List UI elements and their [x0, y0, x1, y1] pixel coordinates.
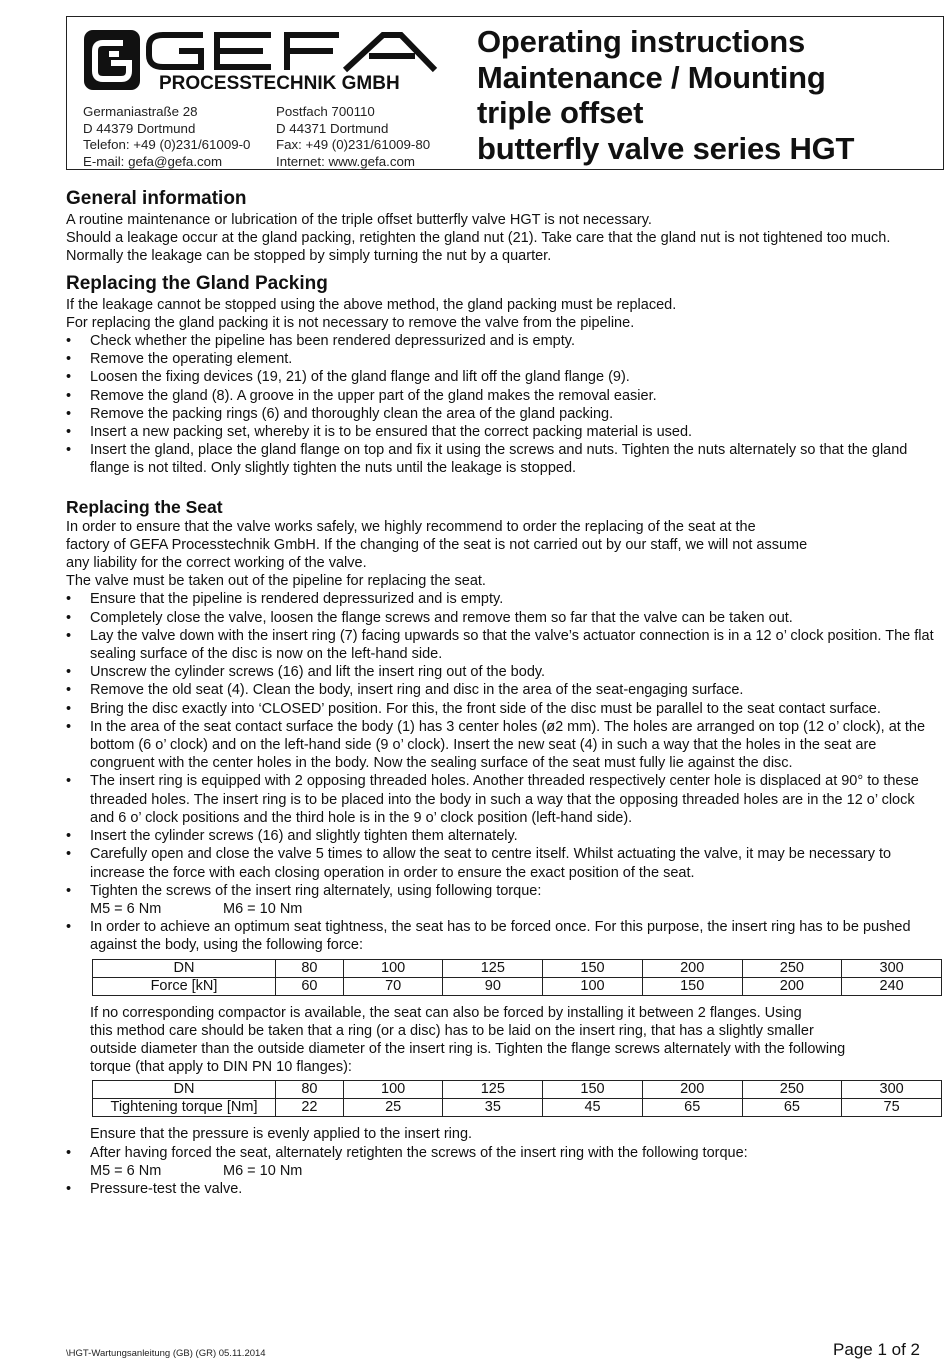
- table-row: [93, 1081, 942, 1099]
- section-heading: General information: [66, 188, 247, 209]
- torque-m5: M5 = 6 Nm: [90, 1162, 162, 1179]
- table-cell: 150: [642, 977, 742, 995]
- list-item: • Remove the gland (8). A groove in the upper part of the gland makes the removal easier.: [66, 387, 936, 405]
- list-item: • Bring the disc exactly into ‘CLOSED’ position. For this, the front side of the disc must be parallel to the seat contact surface.: [66, 700, 936, 718]
- section-heading: Replacing the Gland Packing: [66, 272, 328, 294]
- address-right: [276, 104, 430, 170]
- torque-m5: M5 = 6 Nm: [90, 900, 162, 917]
- title-line: butterfly valve series HGT: [477, 130, 855, 166]
- paragraph: A routine maintenance or lubrication of the triple offset butterfly valve HGT is not necessary.: [66, 212, 652, 228]
- torque-values: [90, 900, 936, 918]
- paragraph: any liability for the correct working of the valve.: [66, 555, 367, 572]
- table-cell: 125: [443, 959, 543, 977]
- paragraph: If no corresponding compactor is available, the seat can also be forced by installing it between 2 flanges. Using: [90, 1004, 802, 1021]
- table-cell: 200: [642, 959, 742, 977]
- list-item: • Check whether the pipeline has been rendered depressurized and is empty.: [66, 332, 936, 350]
- torque-values: [90, 1162, 936, 1180]
- list-item: [66, 882, 936, 918]
- address-line: Postfach 700110: [276, 104, 375, 119]
- address-line: D 44379 Dortmund: [83, 120, 196, 136]
- page-number: Page 1 of 2: [833, 1340, 920, 1359]
- address-line: Germaniastraße 28: [83, 104, 198, 119]
- table-cell: 250: [742, 959, 842, 977]
- list-item: • Carefully open and close the valve 5 times to allow the seat to centre itself. Whilst actuating the valve, it may be necessary to increase the force with each closing operation in order to ensure the exact position of the seat.: [66, 845, 936, 881]
- table-cell: 65: [742, 1099, 842, 1117]
- paragraph: factory of GEFA Processtechnik GmbH. If the changing of the seat is not carried out by our staff, we will not assume: [66, 536, 808, 553]
- table-cell: 60: [276, 977, 344, 995]
- table-row: [93, 1099, 942, 1117]
- gefa-logo: [83, 29, 438, 91]
- list-item: • In order to achieve an optimum seat tightness, the seat has to be forced once. For this purpose, the insert ring has to be pushed against the body, using the following force:: [66, 918, 936, 954]
- table-cell: 100: [343, 1081, 443, 1099]
- table-cell: 25: [343, 1099, 443, 1117]
- table-cell: 80: [276, 1081, 344, 1099]
- title-line: Maintenance / Mounting: [477, 59, 826, 95]
- address-line: E-mail: gefa@gefa.com: [83, 153, 223, 169]
- final-steps-list: [66, 1144, 936, 1199]
- address-line: Telefon: +49 (0)231/61009-0: [83, 137, 251, 152]
- list-item: • Loosen the fixing devices (19, 21) of the gland flange and lift off the gland flange (9).: [66, 368, 936, 386]
- list-item: • Insert the cylinder screws (16) and slightly tighten them alternately.: [66, 827, 936, 845]
- paragraph: this method care should be taken that a ring (or a disc) has to be laid on the insert ring, that has a slightly smaller: [90, 1022, 814, 1039]
- table-cell: DN: [93, 1081, 276, 1099]
- table-cell: 150: [543, 1081, 643, 1099]
- table-cell: Force [kN]: [93, 977, 276, 995]
- document-body: [66, 187, 936, 1198]
- document-title: [477, 24, 854, 166]
- table-cell: 100: [543, 977, 643, 995]
- list-item: • Pressure-test the valve.: [66, 1180, 936, 1198]
- paragraph: Should a leakage occur at the gland packing, retighten the gland nut (21). Take care that the gland nut is not tightened too much. Normally the leakage can be stopped by simply turning the nut by a quarter.: [66, 230, 891, 265]
- force-table: [92, 959, 942, 996]
- section-heading: Replacing the Seat: [66, 496, 223, 517]
- table-row: [93, 959, 942, 977]
- retighten-instruction: After having forced the seat, alternately retighten the screws of the insert ring with the following torque:: [90, 1144, 748, 1161]
- table-cell: 150: [543, 959, 643, 977]
- company-name: PROCESSTECHNIK GMBH: [159, 73, 400, 91]
- list-item: • Remove the old seat (4). Clean the body, insert ring and disc in the area of the seat-engaging surface.: [66, 681, 936, 699]
- torque-table: [92, 1080, 942, 1117]
- address-line: Fax: +49 (0)231/61009-80: [276, 137, 431, 152]
- torque-m6: M6 = 10 Nm: [223, 1162, 303, 1179]
- torque-m6: M6 = 10 Nm: [223, 900, 303, 917]
- table-cell: DN: [93, 959, 276, 977]
- paragraph: outside diameter than the outside diameter of the insert ring is. Tighten the flange screws alternately with the following: [90, 1040, 846, 1057]
- table-cell: 65: [642, 1099, 742, 1117]
- list-item: • In the area of the seat contact surface the body (1) has 3 center holes (ø2 mm). The holes are arranged on top (12 o’ clock), at the bottom (6 o’ clock) and on the left-hand side (9 o’ clock). Insert the new seat (4) in such a way that the holes in the seat are congruent with the center holes in the body. Now the sealing surface of the seat must fully lie against the disc.: [66, 718, 936, 773]
- table-cell: 22: [276, 1099, 344, 1117]
- list-item: • Ensure that the pipeline is rendered depressurized and is empty.: [66, 590, 936, 608]
- list-item: • The insert ring is equipped with 2 opposing threaded holes. Another threaded respectively center hole is displaced at 90° to these threaded holes. The insert ring is to be placed into the body in such a way that the opposing threaded holes are in the 12 o’ clock and 6 o’ clock positions and the third hole is in the 9 o’ clock position (left-hand side).: [66, 772, 936, 827]
- address-line: D 44371 Dortmund: [276, 120, 389, 136]
- compactor-paragraph: [66, 1004, 936, 1077]
- list-item: • Insert the gland, place the gland flange on top and fix it using the screws and nuts. Tighten the nuts alternately so that the gland flange is not tilted. Only slightly tighten the nuts until the leakage is stopped.: [66, 441, 936, 477]
- address-left: [83, 104, 250, 170]
- table-cell: 200: [642, 1081, 742, 1099]
- table-cell: 75: [842, 1099, 942, 1117]
- title-line: triple offset: [477, 95, 644, 130]
- paragraph: In order to ensure that the valve works safely, we highly recommend to order the replacing of the seat at the: [66, 518, 756, 535]
- table-cell: 200: [742, 977, 842, 995]
- list-item: • Lay the valve down with the insert ring (7) facing upwards so that the valve’s actuator connection is in a 12 o’ clock position. The flat sealing surface of the disc is now on the left-hand side.: [66, 627, 936, 663]
- list-item: • Remove the packing rings (6) and thoroughly clean the area of the gland packing.: [66, 405, 936, 423]
- table-cell: 100: [343, 959, 443, 977]
- list-item: • Remove the operating element.: [66, 350, 936, 368]
- header-box: [66, 16, 944, 170]
- table-cell: 250: [742, 1081, 842, 1099]
- paragraph: For replacing the gland packing it is not necessary to remove the valve from the pipeline.: [66, 314, 635, 331]
- address-line: Internet: www.gefa.com: [276, 153, 415, 169]
- title-line: Operating instructions: [477, 24, 806, 59]
- table-cell: 300: [842, 959, 942, 977]
- list-item: [66, 1144, 936, 1180]
- pressure-note: Ensure that the pressure is evenly applied to the insert ring.: [90, 1126, 473, 1143]
- list-item: • Insert a new packing set, whereby it is to be ensured that the correct packing material is used.: [66, 423, 936, 441]
- table-cell: 125: [443, 1081, 543, 1099]
- torque-instruction: Tighten the screws of the insert ring alternately, using following torque:: [90, 882, 542, 899]
- footer-filename: \HGT-Wartungsanleitung (GB) (GR) 05.11.2014: [66, 1348, 266, 1359]
- table-cell: 45: [543, 1099, 643, 1117]
- list-item: • Unscrew the cylinder screws (16) and lift the insert ring out of the body.: [66, 663, 936, 681]
- paragraph: If the leakage cannot be stopped using the above method, the gland packing must be replaced.: [66, 296, 677, 313]
- table-cell: 300: [842, 1081, 942, 1099]
- gland-steps-list: [66, 332, 936, 478]
- paragraph: torque (that apply to DIN PN 10 flanges):: [90, 1059, 352, 1076]
- paragraph: The valve must be taken out of the pipeline for replacing the seat.: [66, 573, 486, 590]
- table-cell: 80: [276, 959, 344, 977]
- table-cell: Tightening torque [Nm]: [93, 1099, 276, 1117]
- table-cell: 70: [343, 977, 443, 995]
- table-cell: 240: [842, 977, 942, 995]
- list-item: • Completely close the valve, loosen the flange screws and remove them so far that the valve can be taken out.: [66, 609, 936, 627]
- table-cell: 90: [443, 977, 543, 995]
- seat-steps-list: [66, 590, 936, 954]
- table-row: [93, 977, 942, 995]
- table-cell: 35: [443, 1099, 543, 1117]
